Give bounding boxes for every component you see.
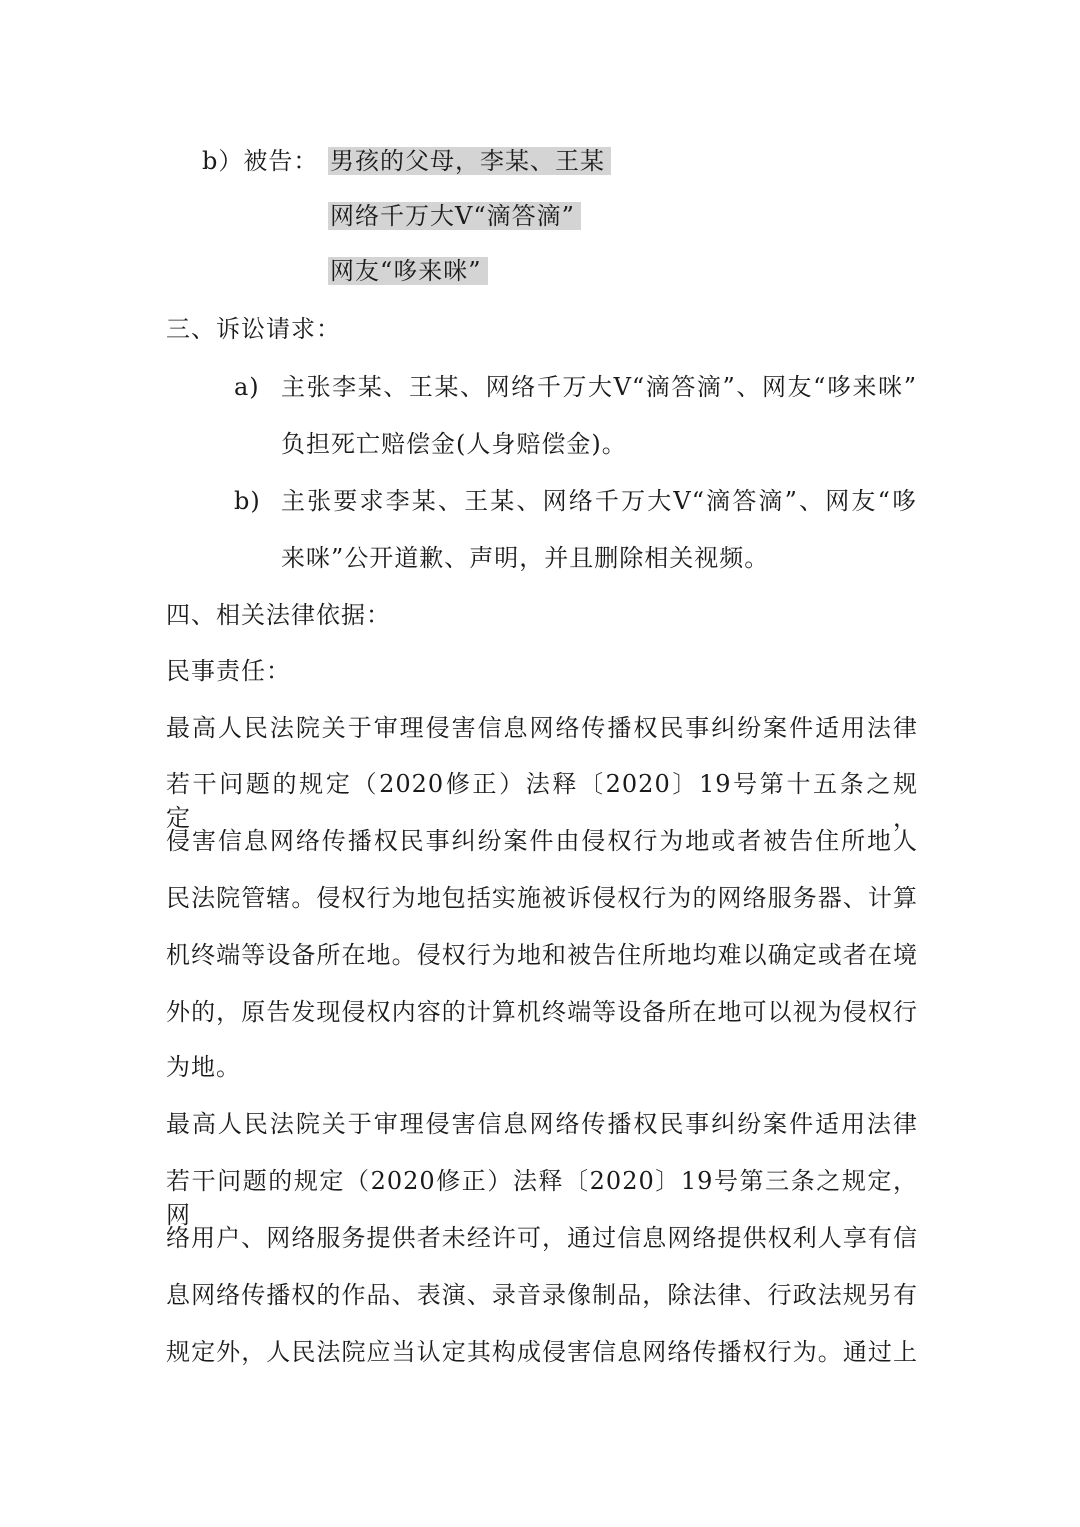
claim-a-marker: a) [234,373,260,401]
defendant-name-2: 网络千万大V“滴答滴” [328,202,581,230]
paragraph-1-line: 侵害信息网络传播权民事纠纷案件由侵权行为地或者被告住所地人 [166,827,918,855]
paragraph-2-line: 最高人民法院关于审理侵害信息网络传播权民事纠纷案件适用法律 [166,1110,918,1138]
paragraph-1-line: 民法院管辖。侵权行为地包括实施被诉侵权行为的网络服务器、计算 [166,884,918,912]
defendant-name-3: 网友“哆来咪” [328,257,488,285]
civil-liability-subheading: 民事责任： [166,657,291,685]
defendant-label: b）被告： [202,147,319,175]
claim-b-line-2: 来咪”公开道歉、声明，并且删除相关视频。 [281,544,770,572]
claim-a-line-1: 主张李某、王某、网络千万大V“滴答滴”、网友“哆来咪” [281,373,917,401]
section-3-heading: 三、诉讼请求： [166,315,341,343]
claim-a-line-2: 负担死亡赔偿金(人身赔偿金)。 [281,430,627,458]
defendant-name-row [328,199,581,233]
paragraph-1-line: 机终端等设备所在地。侵权行为地和被告住所地均难以确定或者在境 [166,941,918,969]
paragraph-1-line: 若干问题的规定（2020修正）法释〔2020〕19号第十五条之规定， [166,770,918,832]
paragraph-2-line: 若干问题的规定（2020修正）法释〔2020〕19号第三条之规定，网 [166,1167,918,1229]
paragraph-1-line: 最高人民法院关于审理侵害信息网络传播权民事纠纷案件适用法律 [166,714,918,742]
paragraph-2-line: 息网络传播权的作品、表演、录音录像制品，除法律、行政法规另有 [166,1281,918,1309]
claim-b-line-1: 主张要求李某、王某、网络千万大V“滴答滴”、网友“哆 [281,487,917,515]
claim-b-marker: b) [234,487,261,515]
paragraph-1-line: 为地。 [166,1053,241,1081]
defendant-name-1: 男孩的父母，李某、王某 [328,147,611,175]
defendant-name-row [328,144,611,178]
paragraph-1-line: 外的，原告发现侵权内容的计算机终端等设备所在地可以视为侵权行 [166,998,918,1026]
paragraph-2-line: 规定外，人民法院应当认定其构成侵害信息网络传播权行为。通过上 [166,1338,918,1366]
paragraph-2-line: 络用户、网络服务提供者未经许可，通过信息网络提供权利人享有信 [166,1224,918,1252]
section-4-heading: 四、相关法律依据： [166,601,391,629]
defendant-name-row [328,254,488,288]
